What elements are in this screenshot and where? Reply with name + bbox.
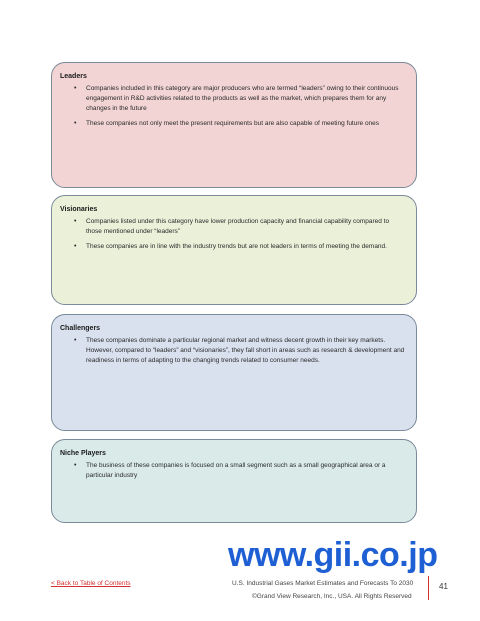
- brand-logo-text: www.gii.co.jp: [228, 536, 438, 574]
- bullet-list: [60, 217, 406, 252]
- copyright-text: ©Grand View Research, Inc., USA. All Rights Reserved: [252, 593, 412, 600]
- box-title: Challengers: [60, 325, 101, 332]
- challengers-box: [51, 314, 417, 431]
- report-title: U.S. Industrial Gases Market Estimates and Forecasts To 2030: [232, 580, 414, 587]
- bullet-item: • Companies listed under this category have lower production capacity and financial capability compared to those mentioned under “leaders”: [86, 217, 406, 237]
- bullet-item: • These companies not only meet the present requirements but are also capable of meeting future ones: [86, 119, 406, 129]
- bullet-list: [60, 84, 406, 129]
- box-title: Leaders: [60, 73, 87, 80]
- footer-divider: [428, 576, 429, 600]
- bullet-list: [60, 336, 406, 366]
- box-title: Visionaries: [60, 206, 98, 213]
- bullet-list: [60, 461, 406, 481]
- bullet-item: • These companies dominate a particular regional market and witness decent growth in their key markets. However, compared to “leaders” and “visionaries”, they fall short in areas such as research & development and readiness in terms of adapting to the changing trends related to consumer needs.: [86, 336, 406, 366]
- niche-players-box: [51, 439, 417, 523]
- bullet-item: • The business of these companies is focused on a small segment such as a small geographical area or a particular industry: [86, 461, 406, 481]
- visionaries-box: [51, 195, 417, 305]
- bullet-item: • These companies are in line with the industry trends but are not leaders in terms of meeting the demand.: [86, 242, 406, 252]
- page-number: 41: [439, 582, 448, 591]
- bullet-item: • Companies included in this category are major producers who are termed “leaders” owing to their continuous engagement in R&D activities related to the products as well as the market, which prepares them for any changes in the future: [86, 84, 406, 114]
- back-to-toc-link[interactable]: < Back to Table of Contents: [51, 580, 131, 587]
- box-title: Niche Players: [60, 450, 106, 457]
- leaders-box: [51, 62, 417, 188]
